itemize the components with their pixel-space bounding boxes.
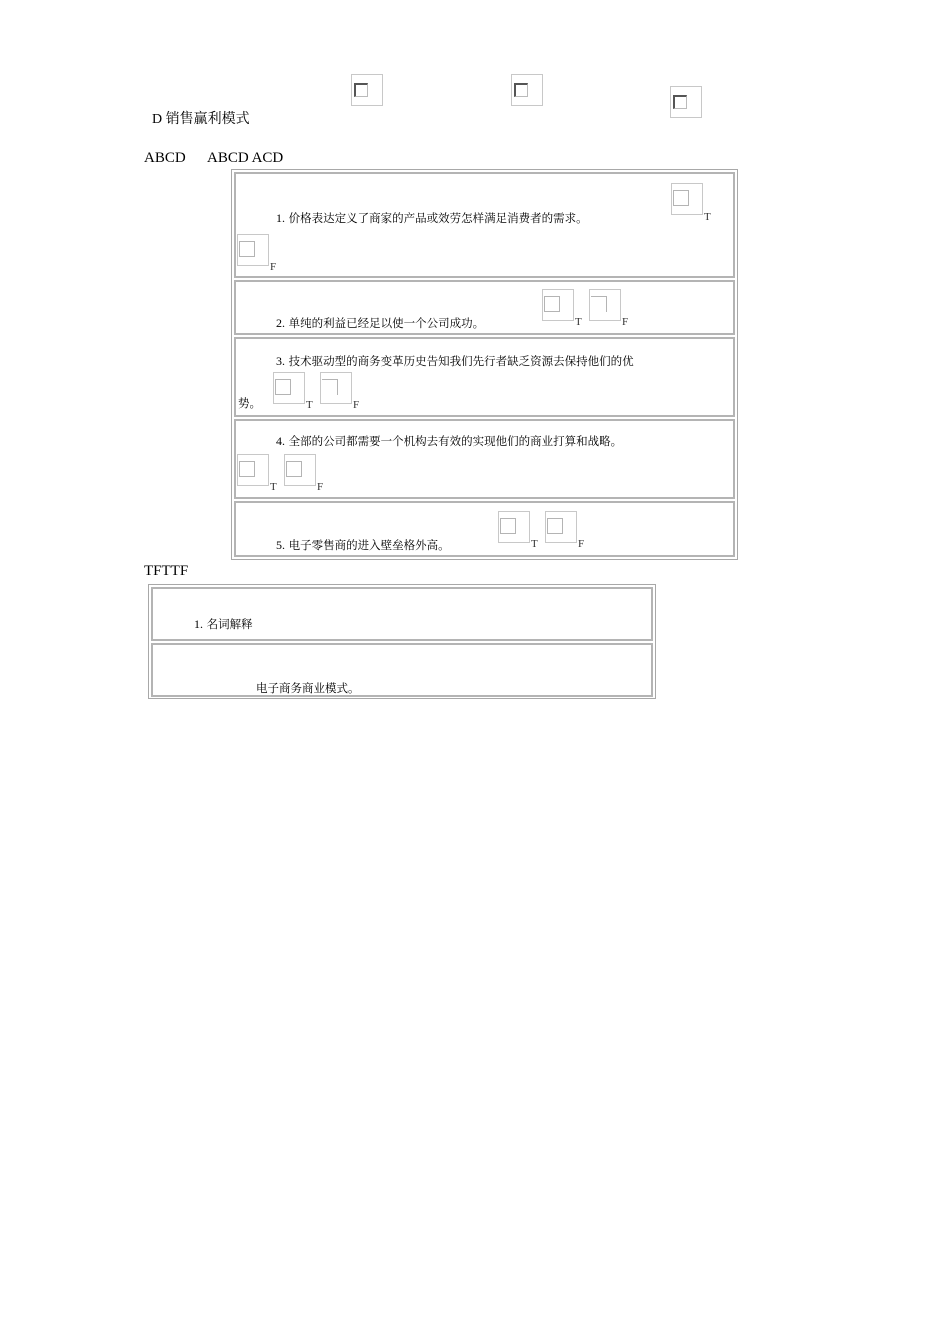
tf-answer-key: TFTTF xyxy=(144,563,189,579)
false-checkbox-1[interactable] xyxy=(237,234,269,266)
true-label: T xyxy=(270,481,277,493)
question-body: 电子零售商的进入壁垒格外高。 xyxy=(288,538,450,552)
question-number: 3. xyxy=(276,354,285,368)
term-body-row xyxy=(151,643,653,697)
question-number: 1. xyxy=(276,211,285,225)
false-checkbox-2[interactable] xyxy=(589,289,621,321)
term-table xyxy=(148,584,656,699)
option-checkbox-2[interactable] xyxy=(511,74,543,106)
question-number: 2. xyxy=(276,316,285,330)
false-label: F xyxy=(353,399,360,411)
answer-abcd: ABCD xyxy=(144,150,186,166)
true-checkbox-5[interactable] xyxy=(498,511,530,543)
question-body: 全部的公司都需要一个机构去有效的实现他们的商业打算和战略。 xyxy=(288,434,623,448)
tf-question-row-2 xyxy=(234,280,735,335)
false-checkbox-4[interactable] xyxy=(284,454,316,486)
true-label: T xyxy=(306,399,313,411)
question-body: 价格表达定义了商家的产品或效劳怎样满足消费者的需求。 xyxy=(288,211,588,225)
question-text-4 xyxy=(276,433,622,449)
question-number: 5. xyxy=(276,538,285,552)
question-number: 4. xyxy=(276,434,285,448)
false-label: F xyxy=(317,481,324,493)
true-label: T xyxy=(704,211,711,223)
false-label: F xyxy=(578,538,585,550)
term-heading-row xyxy=(151,587,653,641)
question-text-3-cont: 势。 xyxy=(238,396,261,410)
question-text-1 xyxy=(276,210,588,226)
true-label: T xyxy=(531,538,538,550)
heading-text: 名词解释 xyxy=(206,617,253,631)
tf-question-row-1 xyxy=(234,172,735,278)
term-text: 电子商务商业模式。 xyxy=(256,681,360,695)
term-heading xyxy=(194,616,253,632)
tf-question-row-4 xyxy=(234,419,735,499)
question-body: 单纯的利益已经足以使一个公司成功。 xyxy=(288,316,485,330)
question-text-2 xyxy=(276,315,484,331)
option-checkbox-3[interactable] xyxy=(670,86,702,118)
false-checkbox-3[interactable] xyxy=(320,372,352,404)
answer-abcd-acd: ABCD ACD xyxy=(207,150,284,166)
true-label: T xyxy=(575,316,582,328)
true-checkbox-3[interactable] xyxy=(273,372,305,404)
tf-question-row-5 xyxy=(234,501,735,557)
question-text-3 xyxy=(276,353,634,369)
tf-question-row-3 xyxy=(234,337,735,417)
false-label: F xyxy=(270,261,277,273)
true-checkbox-1[interactable] xyxy=(671,183,703,215)
heading-number: 1. xyxy=(194,617,203,631)
option-d-text: D 销售赢利模式 xyxy=(152,112,250,127)
true-checkbox-4[interactable] xyxy=(237,454,269,486)
option-checkbox-1[interactable] xyxy=(351,74,383,106)
true-false-table xyxy=(231,169,738,560)
false-checkbox-5[interactable] xyxy=(545,511,577,543)
false-label: F xyxy=(622,316,629,328)
question-text-5 xyxy=(276,537,450,553)
true-checkbox-2[interactable] xyxy=(542,289,574,321)
question-body: 技术驱动型的商务变革历史告知我们先行者缺乏资源去保持他们的优 xyxy=(288,354,634,368)
